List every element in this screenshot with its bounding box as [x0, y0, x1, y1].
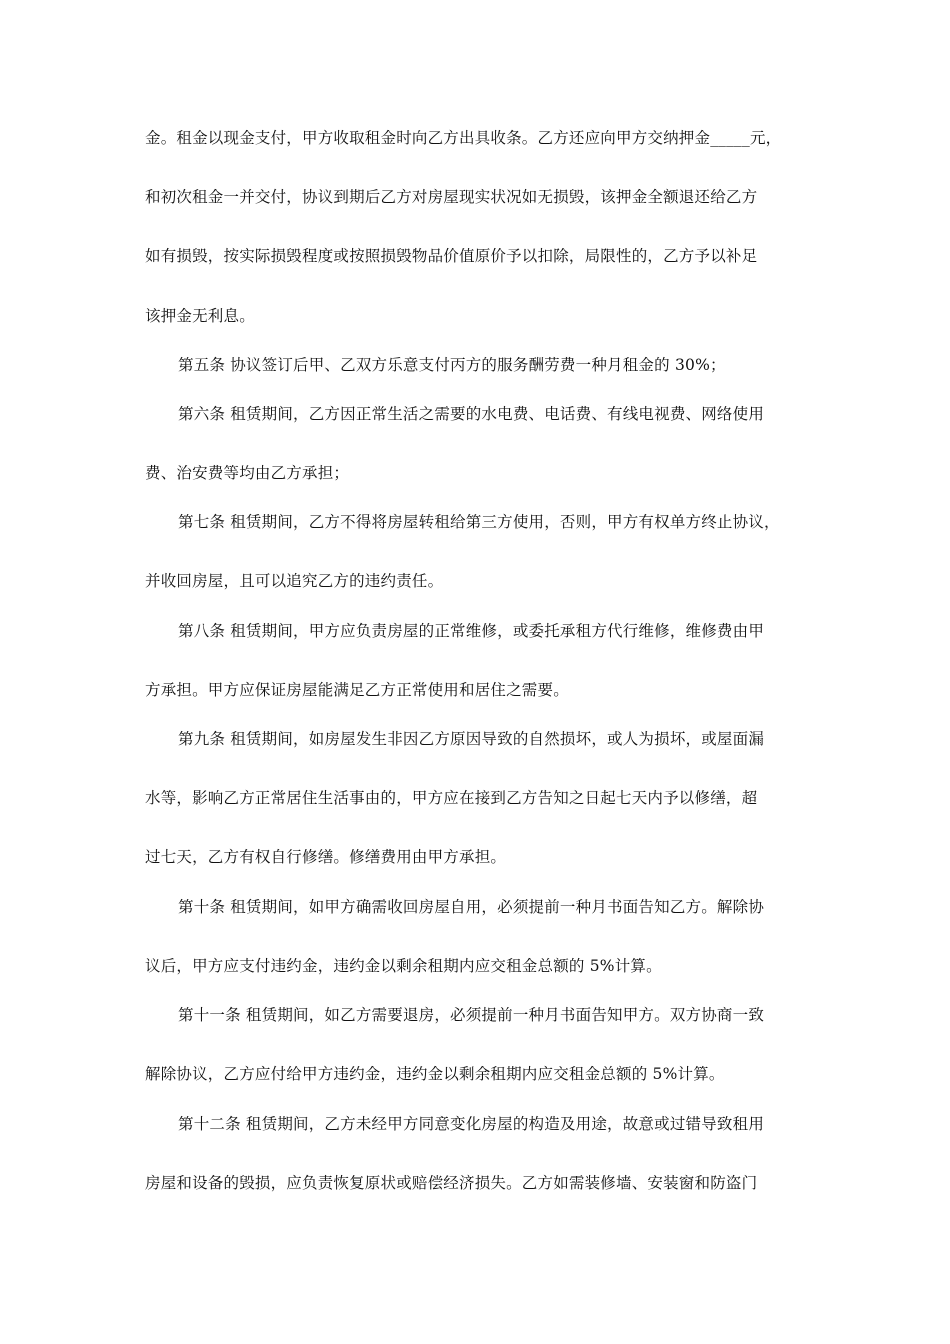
article-9-line-3: 过七天，乙方有权自行修缮。修缮费用由甲方承担。: [145, 848, 507, 866]
article-10-line-2: 议后，甲方应支付违约金，违约金以剩余租期内应交租金总额的 5%计算。: [145, 957, 662, 975]
article-6-line-1: 第六条 租赁期间，乙方因正常生活之需要的水电费、电话费、有线电视费、网络使用: [178, 405, 765, 423]
text-line-2: 和初次租金一并交付，协议到期后乙方对房屋现实状况如无损毁，该押金全额退还给乙方: [145, 188, 758, 206]
article-5: 第五条 协议签订后甲、乙双方乐意支付丙方的服务酬劳费一种月租金的 30%；: [178, 356, 726, 374]
text-line-4: 该押金无利息。: [145, 307, 255, 325]
article-8-line-1: 第八条 租赁期间，甲方应负责房屋的正常维修，或委托承租方代行维修，维修费由甲: [178, 622, 765, 640]
article-12-line-1: 第十二条 租赁期间，乙方未经甲方同意变化房屋的构造及用途，故意或过错导致租用: [178, 1115, 765, 1133]
article-12-line-2: 房屋和设备的毁损，应负责恢复原状或赔偿经济损失。乙方如需装修墙、安装窗和防盗门: [145, 1174, 758, 1192]
article-9-line-1: 第九条 租赁期间，如房屋发生非因乙方原因导致的自然损坏，或人为损坏，或屋面漏: [178, 730, 765, 748]
article-10-line-1: 第十条 租赁期间，如甲方确需收回房屋自用，必须提前一种月书面告知乙方。解除协: [178, 898, 765, 916]
article-6-line-2: 费、治安费等均由乙方承担；: [145, 464, 350, 482]
article-11-line-1: 第十一条 租赁期间，如乙方需要退房，必须提前一种月书面告知甲方。双方协商一致: [178, 1006, 765, 1024]
text-line-1: 金。租金以现金支付，甲方收取租金时向乙方出具收条。乙方还应向甲方交纳押金_____元，: [145, 129, 782, 147]
article-7-line-1: 第七条 租赁期间，乙方不得将房屋转租给第三方使用，否则，甲方有权单方终止协议，: [178, 513, 780, 531]
article-11-line-2: 解除协议，乙方应付给甲方违约金，违约金以剩余租期内应交租金总额的 5%计算。: [145, 1065, 725, 1083]
text-line-3: 如有损毁，按实际损毁程度或按照损毁物品价值原价予以扣除，局限性的，乙方予以补足: [145, 247, 758, 265]
article-8-line-2: 方承担。甲方应保证房屋能满足乙方正常使用和居住之需要。: [145, 681, 569, 699]
article-9-line-2: 水等，影响乙方正常居住生活事由的，甲方应在接到乙方告知之日起七天内予以修缮，超: [145, 789, 758, 807]
article-7-line-2: 并收回房屋，且可以追究乙方的违约责任。: [145, 572, 444, 590]
